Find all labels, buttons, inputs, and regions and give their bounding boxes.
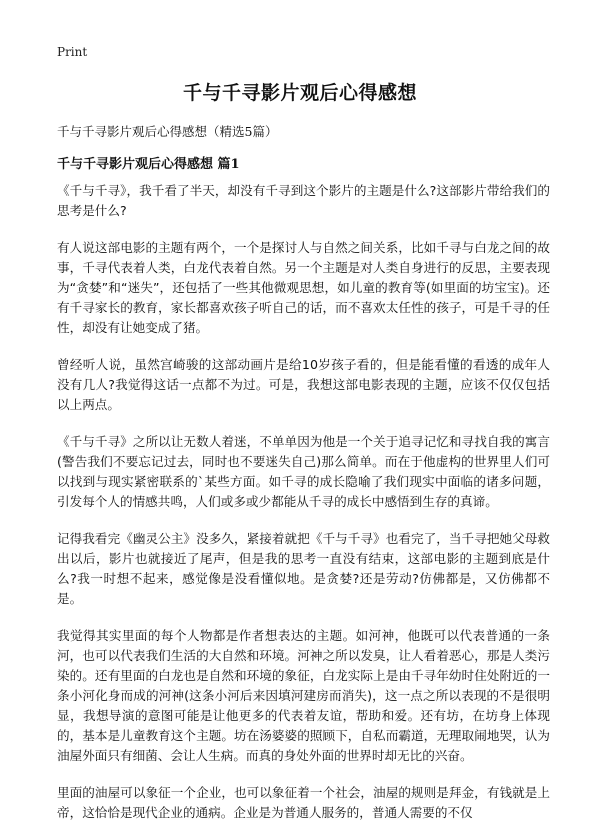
paragraph-5: 记得我看完《幽灵公主》没多久，紧接着就把《千与千寻》也看完了，当千寻把她父母救出以后，影片也就接近了尾声，但是我的思考一直没有结束，这部电影的主题到底是什么?我一时想不起来，感觉像是没看懂似地。是贪婪?还是劳动?仿佛都是，又仿佛都不是。 (57, 531, 550, 606)
paragraph-1: 《千与千寻》，我千看了半天，却没有千寻到这个影片的主题是什么?这部影片带给我们的思考是什么? (57, 183, 550, 218)
paragraph-3: 曾经听人说，虽然宫崎骏的这部动画片是给10岁孩子看的，但是能看懂的看透的成年人没有几人?我觉得这话一点都不为过。可是，我想这部电影表现的主题，应该不仅仅包括以上两点。 (57, 357, 550, 412)
page-subtitle: 千与千寻影片观后心得感想（精选5篇） (57, 124, 278, 139)
paragraph-4: 《千与千寻》之所以让无数人着迷，不单单因为他是一个关于追寻记忆和寻找自我的寓言(警告我们不要忘记过去，同时也不要迷失自己)那么简单。而在于他虚构的世界里人们可以找到与现实紧密联系的`某些方面。如千寻的成长隐喻了我们现实中面临的诸多问题，引发每个人的情感共鸣，人们或多或少都能从千寻的成长中感悟到生存的真谛。 (57, 434, 550, 509)
print-link[interactable]: Print (57, 45, 88, 59)
paragraph-7: 里面的油屋可以象征一个企业，也可以象征着一个社会，油屋的规则是拜金，有钱就是上帝，这恰恰是现代企业的通病。企业是为普通人服务的，普通人需要的不仅 (57, 785, 550, 820)
section-heading: 千与千寻影片观后心得感想 篇1 (57, 157, 240, 172)
paragraph-2: 有人说这部电影的主题有两个，一个是探讨人与自然之间关系，比如千寻与白龙之间的故事，千寻代表着人类，白龙代表着自然。另一个主题是对人类自身进行的反思，主要表现为“贪婪”和“迷失”，还包括了一些其他微观思想，如儿童的教育等(如里面的坊宝宝)。还有千寻家长的教育，家长都喜欢孩子听自己的话，而不喜欢太任性的孩子，可是千寻的任性，却没有让她变成了猪。 (57, 240, 550, 335)
page-title: 千与千寻影片观后心得感想 (182, 82, 417, 104)
paragraph-6: 我觉得其实里面的每个人物都是作者想表达的主题。如河神，他既可以代表普通的一条河，也可以代表我们生活的大自然和环境。河神之所以发臭，让人看着恶心，那是人类污染的。还有里面的白龙也是自然和环境的象征，白龙实际上是由千寻年幼时住处附近的一条小河化身而成的河神(这条小河后来因填河建房而消失)，这一点之所以表现的不是很明显，我想导演的意图可能是让他更多的代表着友谊，帮助和爱。还有坊，在坊身上体现的，基本是儿童教育这个主题。坊在汤婆婆的照顾下，自私而霸道，无理取闹地哭，认为油屋外面只有细菌、会让人生病。而真的身处外面的世界时却无比的兴奋。 (57, 628, 550, 763)
article-body (57, 181, 550, 840)
